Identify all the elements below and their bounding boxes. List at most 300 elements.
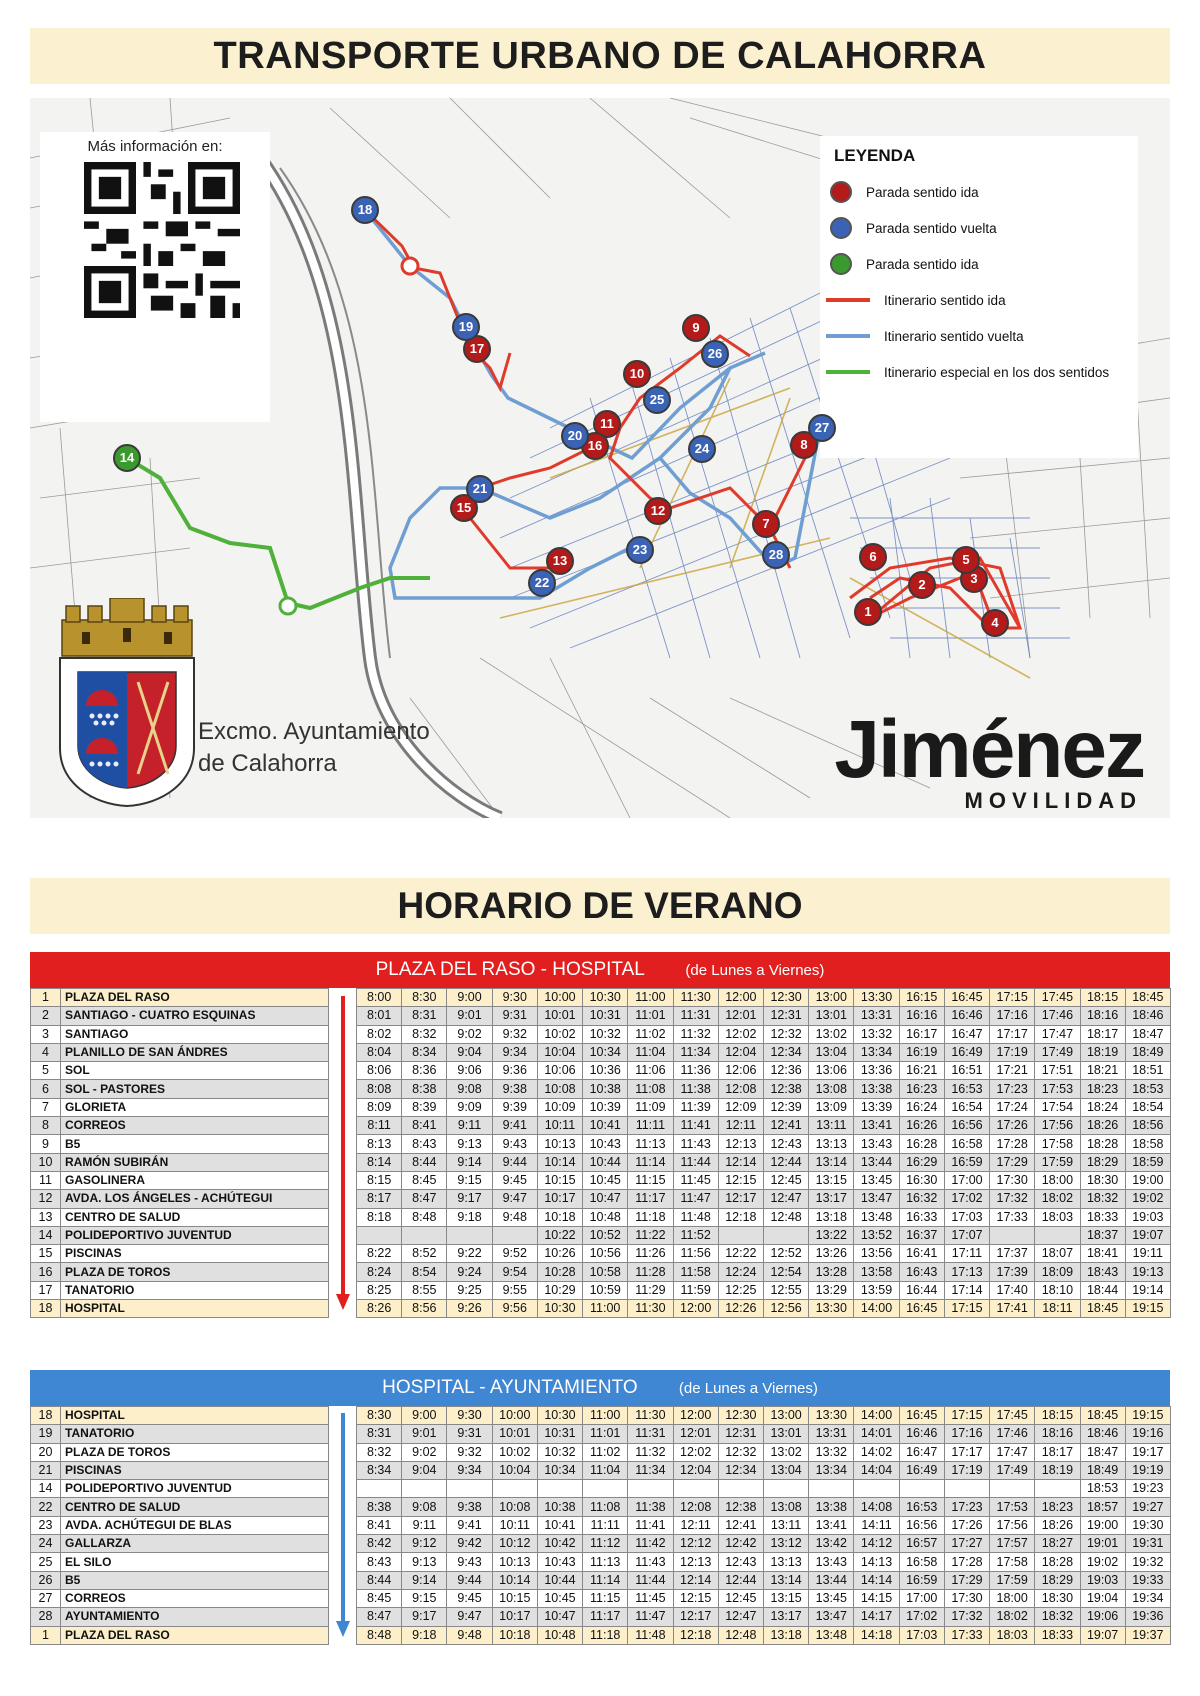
stop-number: 25 xyxy=(31,1553,61,1571)
departure-time: 18:46 xyxy=(1080,1425,1125,1443)
departure-time: 17:49 xyxy=(1035,1043,1080,1061)
departure-time: 10:39 xyxy=(583,1098,628,1116)
departure-time: 9:17 xyxy=(402,1608,447,1626)
departure-time: 16:49 xyxy=(899,1461,944,1479)
legend-label: Parada sentido ida xyxy=(866,256,979,272)
departure-time xyxy=(763,1226,808,1244)
departure-time: 13:30 xyxy=(809,1300,854,1318)
departure-time: 13:34 xyxy=(809,1461,854,1479)
departure-time: 12:02 xyxy=(718,1025,763,1043)
departure-time: 18:02 xyxy=(990,1608,1035,1626)
departure-time: 9:32 xyxy=(492,1025,537,1043)
departure-time: 9:48 xyxy=(492,1208,537,1226)
departure-time: 8:44 xyxy=(357,1571,402,1589)
departure-time: 8:38 xyxy=(357,1498,402,1516)
stop-name: PISCINAS xyxy=(61,1245,329,1263)
departure-time: 12:47 xyxy=(763,1190,808,1208)
departure-time: 12:30 xyxy=(718,1407,763,1425)
departure-time: 13:06 xyxy=(809,1062,854,1080)
departure-time: 17:26 xyxy=(990,1117,1035,1135)
departure-time: 16:44 xyxy=(899,1281,944,1299)
departure-time: 17:03 xyxy=(944,1208,989,1226)
departure-time: 16:17 xyxy=(899,1025,944,1043)
departure-time: 12:34 xyxy=(763,1043,808,1061)
departure-time: 8:52 xyxy=(402,1245,447,1263)
departure-time: 12:47 xyxy=(718,1608,763,1626)
departure-time: 11:17 xyxy=(583,1608,628,1626)
departure-time: 18:54 xyxy=(1125,1098,1170,1116)
departure-time: 10:04 xyxy=(492,1461,537,1479)
schedule-ida-header xyxy=(30,952,1170,988)
departure-time: 11:15 xyxy=(583,1589,628,1607)
departure-time: 10:22 xyxy=(537,1226,582,1244)
schedule-ida-days: (de Lunes a Viernes) xyxy=(685,962,825,979)
departure-time: 11:15 xyxy=(628,1171,673,1189)
horario-title: HORARIO DE VERANO xyxy=(30,878,1170,934)
departure-time xyxy=(718,1480,763,1498)
departure-time: 8:30 xyxy=(357,1407,402,1425)
departure-time: 17:17 xyxy=(944,1443,989,1461)
departure-time: 12:36 xyxy=(763,1062,808,1080)
departure-time: 10:00 xyxy=(537,989,582,1007)
table-row xyxy=(31,1461,1171,1479)
departure-time: 10:45 xyxy=(537,1589,582,1607)
departure-time: 10:47 xyxy=(583,1190,628,1208)
departure-time: 13:00 xyxy=(763,1407,808,1425)
schedule-ida-table xyxy=(30,988,1171,1318)
departure-time: 9:36 xyxy=(492,1062,537,1080)
departure-time: 9:32 xyxy=(447,1443,492,1461)
departure-time: 12:02 xyxy=(673,1443,718,1461)
departure-time: 13:11 xyxy=(809,1117,854,1135)
departure-time: 9:04 xyxy=(447,1043,492,1061)
map-stop-3[interactable]: 3 xyxy=(960,565,988,593)
departure-time: 13:41 xyxy=(854,1117,899,1135)
legend-line-icon xyxy=(826,298,870,302)
legend-line-icon xyxy=(826,370,870,374)
stop-number: 5 xyxy=(31,1062,61,1080)
departure-time: 16:33 xyxy=(899,1208,944,1226)
departure-time: 9:41 xyxy=(447,1516,492,1534)
departure-time: 17:30 xyxy=(944,1589,989,1607)
departure-time: 18:43 xyxy=(1080,1263,1125,1281)
table-row xyxy=(31,1571,1171,1589)
legend-item xyxy=(830,358,1109,386)
departure-time: 18:46 xyxy=(1125,1007,1170,1025)
stop-number: 4 xyxy=(31,1043,61,1061)
departure-time xyxy=(1035,1480,1080,1498)
departure-time: 12:32 xyxy=(763,1025,808,1043)
departure-time: 10:18 xyxy=(492,1626,537,1644)
departure-time: 11:38 xyxy=(628,1498,673,1516)
map-stop-25[interactable]: 25 xyxy=(643,386,671,414)
departure-time: 9:17 xyxy=(447,1190,492,1208)
map-stop-14[interactable]: 14 xyxy=(113,444,141,472)
departure-time: 10:43 xyxy=(537,1553,582,1571)
stop-name: SOL xyxy=(61,1062,329,1080)
departure-time: 12:31 xyxy=(763,1007,808,1025)
departure-time: 18:17 xyxy=(1080,1025,1125,1043)
departure-time: 16:28 xyxy=(899,1135,944,1153)
legend-label: Itinerario sentido vuelta xyxy=(884,328,1024,344)
departure-time: 9:11 xyxy=(447,1117,492,1135)
departure-time: 9:25 xyxy=(447,1281,492,1299)
departure-time: 13:36 xyxy=(854,1062,899,1080)
departure-time: 18:26 xyxy=(1035,1516,1080,1534)
departure-time: 9:45 xyxy=(492,1171,537,1189)
departure-time: 8:25 xyxy=(357,1281,402,1299)
stop-number: 26 xyxy=(31,1571,61,1589)
departure-time: 19:07 xyxy=(1080,1626,1125,1644)
departure-time: 10:38 xyxy=(537,1498,582,1516)
map-stop-2[interactable]: 2 xyxy=(908,571,936,599)
table-row xyxy=(31,1443,1171,1461)
table-row xyxy=(31,989,1171,1007)
jimenez-movilidad-logo xyxy=(720,706,1160,816)
departure-time: 12:01 xyxy=(673,1425,718,1443)
departure-time xyxy=(809,1480,854,1498)
map-stop-23[interactable]: 23 xyxy=(626,536,654,564)
departure-time: 13:30 xyxy=(809,1407,854,1425)
departure-time: 13:41 xyxy=(809,1516,854,1534)
table-row xyxy=(31,1245,1171,1263)
departure-time: 16:46 xyxy=(944,1007,989,1025)
stop-name: CORREOS xyxy=(61,1589,329,1607)
departure-time xyxy=(402,1480,447,1498)
departure-time: 18:02 xyxy=(1035,1190,1080,1208)
map-stop-24[interactable]: 24 xyxy=(688,435,716,463)
departure-time: 10:18 xyxy=(537,1208,582,1226)
stop-number: 1 xyxy=(31,989,61,1007)
departure-time: 11:01 xyxy=(628,1007,673,1025)
departure-time: 12:15 xyxy=(673,1589,718,1607)
departure-time: 13:04 xyxy=(809,1043,854,1061)
departure-time: 17:14 xyxy=(944,1281,989,1299)
departure-time: 17:56 xyxy=(1035,1117,1080,1135)
departure-time: 13:34 xyxy=(854,1043,899,1061)
departure-time: 18:56 xyxy=(1125,1117,1170,1135)
direction-arrow-icon xyxy=(329,989,357,1318)
departure-time: 18:29 xyxy=(1035,1571,1080,1589)
departure-time xyxy=(447,1480,492,1498)
departure-time: 10:01 xyxy=(537,1007,582,1025)
table-row xyxy=(31,1190,1171,1208)
departure-time: 13:32 xyxy=(809,1443,854,1461)
legend-item xyxy=(830,178,979,206)
departure-time: 18:16 xyxy=(1080,1007,1125,1025)
map-stop-11[interactable]: 11 xyxy=(593,410,621,438)
departure-time: 16:26 xyxy=(899,1117,944,1135)
table-row xyxy=(31,1135,1171,1153)
departure-time: 17:53 xyxy=(1035,1080,1080,1098)
departure-time: 10:36 xyxy=(583,1062,628,1080)
stop-number: 21 xyxy=(31,1461,61,1479)
departure-time: 12:14 xyxy=(718,1153,763,1171)
departure-time: 13:02 xyxy=(763,1443,808,1461)
departure-time: 12:13 xyxy=(718,1135,763,1153)
departure-time xyxy=(357,1226,402,1244)
schedule-vuelta-header xyxy=(30,1370,1170,1406)
departure-time: 18:11 xyxy=(1035,1300,1080,1318)
map-stop-9[interactable]: 9 xyxy=(682,314,710,342)
stop-number: 7 xyxy=(31,1098,61,1116)
departure-time: 10:43 xyxy=(583,1135,628,1153)
map-stop-12[interactable]: 12 xyxy=(644,497,672,525)
departure-time: 16:15 xyxy=(899,989,944,1007)
departure-time: 12:04 xyxy=(673,1461,718,1479)
table-row xyxy=(31,1153,1171,1171)
departure-time: 9:14 xyxy=(447,1153,492,1171)
legend-item xyxy=(830,286,1006,314)
departure-time: 14:18 xyxy=(854,1626,899,1644)
departure-time: 10:13 xyxy=(537,1135,582,1153)
departure-time: 12:41 xyxy=(718,1516,763,1534)
table-row xyxy=(31,1553,1171,1571)
departure-time: 9:30 xyxy=(492,989,537,1007)
departure-time: 13:17 xyxy=(809,1190,854,1208)
stop-name: PLAZA DE TOROS xyxy=(61,1443,329,1461)
departure-time: 9:44 xyxy=(492,1153,537,1171)
departure-time: 12:11 xyxy=(718,1117,763,1135)
departure-time: 18:23 xyxy=(1080,1080,1125,1098)
departure-time: 18:59 xyxy=(1125,1153,1170,1171)
qr-code-icon[interactable] xyxy=(84,162,240,318)
departure-time: 13:48 xyxy=(809,1626,854,1644)
map-stop-13[interactable]: 13 xyxy=(546,547,574,575)
departure-time: 12:00 xyxy=(718,989,763,1007)
map-stop-6[interactable]: 6 xyxy=(859,543,887,571)
departure-time: 10:09 xyxy=(537,1098,582,1116)
departure-time: 17:29 xyxy=(990,1153,1035,1171)
map-stop-27[interactable]: 27 xyxy=(808,414,836,442)
map-stop-1[interactable]: 1 xyxy=(854,598,882,626)
departure-time: 12:43 xyxy=(718,1553,763,1571)
map-stop-5[interactable]: 5 xyxy=(952,546,980,574)
departure-time xyxy=(944,1480,989,1498)
stop-number: 22 xyxy=(31,1498,61,1516)
departure-time: 9:00 xyxy=(402,1407,447,1425)
departure-time: 17:37 xyxy=(990,1245,1035,1263)
map-stop-16[interactable]: 16 xyxy=(581,432,609,460)
departure-time: 12:22 xyxy=(718,1245,763,1263)
departure-time: 19:07 xyxy=(1125,1226,1170,1244)
departure-time: 13:18 xyxy=(763,1626,808,1644)
stop-number: 27 xyxy=(31,1589,61,1607)
departure-time: 14:01 xyxy=(854,1425,899,1443)
departure-time: 12:31 xyxy=(718,1425,763,1443)
departure-time: 18:49 xyxy=(1125,1043,1170,1061)
map-stop-26[interactable]: 26 xyxy=(701,340,729,368)
departure-time: 14:00 xyxy=(854,1300,899,1318)
table-row xyxy=(31,1589,1171,1607)
table-row xyxy=(31,1080,1171,1098)
departure-time: 17:33 xyxy=(990,1208,1035,1226)
departure-time: 12:17 xyxy=(718,1190,763,1208)
map-stop-15[interactable]: 15 xyxy=(450,494,478,522)
legend-dot-icon xyxy=(830,253,852,275)
departure-time: 13:08 xyxy=(809,1080,854,1098)
departure-time: 18:27 xyxy=(1035,1535,1080,1553)
departure-time: 12:01 xyxy=(718,1007,763,1025)
departure-time xyxy=(583,1480,628,1498)
schedule-ida-title: PLAZA DEL RASO - HOSPITAL xyxy=(375,959,645,980)
table-row xyxy=(31,1407,1171,1425)
departure-time: 16:21 xyxy=(899,1062,944,1080)
departure-time: 12:04 xyxy=(718,1043,763,1061)
map-stop-17[interactable]: 17 xyxy=(463,335,491,363)
map-stop-8[interactable]: 8 xyxy=(790,431,818,459)
departure-time: 9:41 xyxy=(492,1117,537,1135)
table-row xyxy=(31,1498,1171,1516)
departure-time xyxy=(447,1226,492,1244)
departure-time: 16:47 xyxy=(899,1443,944,1461)
departure-time: 10:13 xyxy=(492,1553,537,1571)
departure-time: 17:29 xyxy=(944,1571,989,1589)
departure-time: 11:42 xyxy=(628,1535,673,1553)
departure-time: 8:48 xyxy=(357,1626,402,1644)
departure-time: 9:04 xyxy=(402,1461,447,1479)
departure-time: 9:38 xyxy=(447,1498,492,1516)
map-stop-20[interactable]: 20 xyxy=(561,422,589,450)
departure-time: 11:14 xyxy=(628,1153,673,1171)
departure-time: 12:26 xyxy=(718,1300,763,1318)
departure-time: 18:32 xyxy=(1035,1608,1080,1626)
departure-time xyxy=(1035,1226,1080,1244)
stop-number: 11 xyxy=(31,1171,61,1189)
departure-time: 19:27 xyxy=(1125,1498,1170,1516)
departure-time: 9:12 xyxy=(402,1535,447,1553)
departure-time: 17:03 xyxy=(899,1626,944,1644)
departure-time: 17:49 xyxy=(990,1461,1035,1479)
departure-time: 18:26 xyxy=(1080,1117,1125,1135)
departure-time: 12:18 xyxy=(718,1208,763,1226)
departure-time: 18:00 xyxy=(1035,1171,1080,1189)
departure-time: 11:30 xyxy=(628,1300,673,1318)
departure-time: 12:42 xyxy=(718,1535,763,1553)
departure-time: 8:22 xyxy=(357,1245,402,1263)
departure-time: 13:42 xyxy=(809,1535,854,1553)
departure-time: 10:32 xyxy=(537,1443,582,1461)
departure-time: 9:56 xyxy=(492,1300,537,1318)
stop-number: 28 xyxy=(31,1608,61,1626)
departure-time: 11:04 xyxy=(583,1461,628,1479)
departure-time: 10:31 xyxy=(537,1425,582,1443)
departure-time: 10:34 xyxy=(537,1461,582,1479)
departure-time: 18:45 xyxy=(1080,1407,1125,1425)
departure-time: 13:31 xyxy=(854,1007,899,1025)
departure-time: 13:13 xyxy=(763,1553,808,1571)
departure-time: 18:45 xyxy=(1080,1300,1125,1318)
departure-time: 17:02 xyxy=(944,1190,989,1208)
departure-time: 12:24 xyxy=(718,1263,763,1281)
departure-time: 13:00 xyxy=(809,989,854,1007)
map-stop-18[interactable]: 18 xyxy=(351,196,379,224)
departure-time xyxy=(899,1480,944,1498)
logo-sub-text: MOVILIDAD xyxy=(964,788,1142,813)
departure-time xyxy=(537,1480,582,1498)
departure-time: 17:23 xyxy=(990,1080,1035,1098)
map-stop-22[interactable]: 22 xyxy=(528,569,556,597)
departure-time: 11:04 xyxy=(628,1043,673,1061)
map-legend xyxy=(820,136,1138,458)
departure-time: 16:58 xyxy=(899,1553,944,1571)
stop-number: 18 xyxy=(31,1300,61,1318)
departure-time: 11:18 xyxy=(628,1208,673,1226)
legend-dot-icon xyxy=(830,217,852,239)
map-stop-10[interactable]: 10 xyxy=(623,360,651,388)
departure-time: 12:55 xyxy=(763,1281,808,1299)
map-stop-21[interactable]: 21 xyxy=(466,475,494,503)
departure-time: 18:10 xyxy=(1035,1281,1080,1299)
departure-time xyxy=(854,1480,899,1498)
map-stop-7[interactable]: 7 xyxy=(752,510,780,538)
departure-time: 17:30 xyxy=(990,1171,1035,1189)
table-row xyxy=(31,1281,1171,1299)
departure-time: 18:03 xyxy=(990,1626,1035,1644)
table-row xyxy=(31,1226,1171,1244)
map-stop-19[interactable]: 19 xyxy=(452,313,480,341)
departure-time: 13:17 xyxy=(763,1608,808,1626)
departure-time: 17:00 xyxy=(899,1589,944,1607)
departure-time: 12:14 xyxy=(673,1571,718,1589)
departure-time: 12:45 xyxy=(763,1171,808,1189)
departure-time: 11:39 xyxy=(673,1098,718,1116)
departure-time: 11:08 xyxy=(628,1080,673,1098)
departure-time: 13:01 xyxy=(763,1425,808,1443)
departure-time: 16:53 xyxy=(899,1498,944,1516)
departure-time: 11:11 xyxy=(583,1516,628,1534)
map-stop-28[interactable]: 28 xyxy=(762,541,790,569)
departure-time: 9:09 xyxy=(447,1098,492,1116)
table-row xyxy=(31,1263,1171,1281)
departure-time: 16:37 xyxy=(899,1226,944,1244)
departure-time: 17:41 xyxy=(990,1300,1035,1318)
departure-time: 9:31 xyxy=(447,1425,492,1443)
departure-time: 17:47 xyxy=(1035,1025,1080,1043)
departure-time: 19:06 xyxy=(1080,1608,1125,1626)
departure-time: 9:55 xyxy=(492,1281,537,1299)
stop-name: HOSPITAL xyxy=(61,1300,329,1318)
stop-name: AYUNTAMIENTO xyxy=(61,1608,329,1626)
departure-time: 10:44 xyxy=(583,1153,628,1171)
departure-time: 19:02 xyxy=(1125,1190,1170,1208)
departure-time: 19:34 xyxy=(1125,1589,1170,1607)
legend-dot-icon xyxy=(830,181,852,203)
departure-time: 10:41 xyxy=(537,1516,582,1534)
departure-time: 8:31 xyxy=(357,1425,402,1443)
departure-time: 8:26 xyxy=(357,1300,402,1318)
stop-name: SANTIAGO - CUATRO ESQUINAS xyxy=(61,1007,329,1025)
departure-time: 16:49 xyxy=(944,1043,989,1061)
departure-time: 17:26 xyxy=(944,1516,989,1534)
departure-time: 11:45 xyxy=(628,1589,673,1607)
departure-time: 9:22 xyxy=(447,1245,492,1263)
stop-number: 17 xyxy=(31,1281,61,1299)
table-row xyxy=(31,1535,1171,1553)
departure-time: 8:17 xyxy=(357,1190,402,1208)
departure-time: 16:30 xyxy=(899,1171,944,1189)
departure-time: 12:44 xyxy=(718,1571,763,1589)
departure-time: 13:14 xyxy=(809,1153,854,1171)
departure-time: 11:48 xyxy=(628,1626,673,1644)
stop-name: PLAZA DEL RASO xyxy=(61,989,329,1007)
departure-time: 10:44 xyxy=(537,1571,582,1589)
departure-time: 17:33 xyxy=(944,1626,989,1644)
departure-time: 16:41 xyxy=(899,1245,944,1263)
departure-time: 19:03 xyxy=(1080,1571,1125,1589)
departure-time: 11:02 xyxy=(628,1025,673,1043)
map-stop-4[interactable]: 4 xyxy=(981,609,1009,637)
